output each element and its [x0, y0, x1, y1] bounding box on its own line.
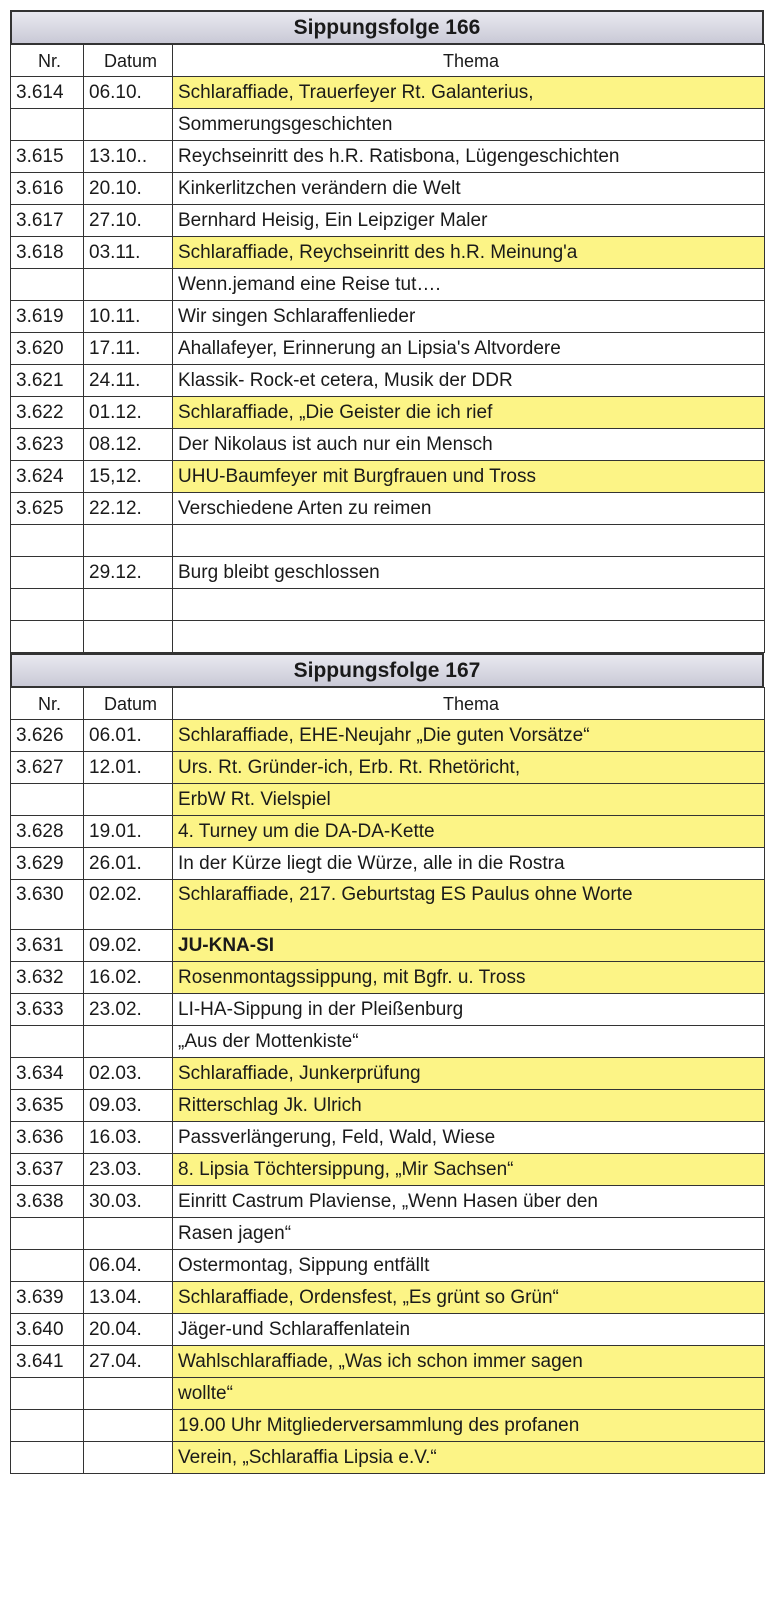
datum-cell: 06.10.	[84, 77, 173, 109]
thema-cell: Schlaraffiade, EHE-Neujahr „Die guten Vorsätze“	[173, 720, 765, 752]
thema-cell: Rosenmontagssippung, mit Bgfr. u. Tross	[173, 962, 765, 994]
datum-cell: 27.04.	[84, 1346, 173, 1378]
thema-cell: JU-KNA-SI	[173, 930, 765, 962]
datum-cell	[84, 784, 173, 816]
table-row	[11, 1346, 765, 1378]
datum-cell: 15,12.	[84, 461, 173, 493]
thema-cell: 4. Turney um die DA-DA-Kette	[173, 816, 765, 848]
schedule-table	[10, 44, 765, 653]
datum-cell	[84, 1410, 173, 1442]
datum-cell: 29.12.	[84, 557, 173, 589]
nr-cell: 3.615	[11, 141, 84, 173]
thema-cell: Burg bleibt geschlossen	[173, 557, 765, 589]
nr-cell: 3.637	[11, 1154, 84, 1186]
thema-cell: Ostermontag, Sippung entfällt	[173, 1250, 765, 1282]
table-row	[11, 1090, 765, 1122]
thema-cell: UHU-Baumfeyer mit Burgfrauen und Tross	[173, 461, 765, 493]
datum-cell: 24.11.	[84, 365, 173, 397]
table-row	[11, 141, 765, 173]
datum-cell: 23.03.	[84, 1154, 173, 1186]
table-row	[11, 994, 765, 1026]
nr-cell	[11, 1410, 84, 1442]
table-row	[11, 962, 765, 994]
thema-cell: Sommerungsgeschichten	[173, 109, 765, 141]
nr-cell: 3.623	[11, 429, 84, 461]
table-row	[11, 1154, 765, 1186]
nr-cell: 3.631	[11, 930, 84, 962]
datum-cell: 03.11.	[84, 237, 173, 269]
nr-cell: 3.638	[11, 1186, 84, 1218]
datum-cell: 16.03.	[84, 1122, 173, 1154]
thema-cell: Jäger-und Schlaraffenlatein	[173, 1314, 765, 1346]
thema-cell: Ahallafeyer, Erinnerung an Lipsia's Altvordere	[173, 333, 765, 365]
table-row	[11, 848, 765, 880]
nr-cell: 3.620	[11, 333, 84, 365]
nr-cell: 3.614	[11, 77, 84, 109]
table-row	[11, 1378, 765, 1410]
nr-cell: 3.630	[11, 880, 84, 930]
table-row	[11, 752, 765, 784]
nr-cell	[11, 621, 84, 653]
datum-cell: 23.02.	[84, 994, 173, 1026]
table-row	[11, 589, 765, 621]
table-row	[11, 1186, 765, 1218]
datum-cell: 06.01.	[84, 720, 173, 752]
thema-cell: Passverlängerung, Feld, Wald, Wiese	[173, 1122, 765, 1154]
datum-cell: 20.04.	[84, 1314, 173, 1346]
table-row	[11, 77, 765, 109]
datum-cell	[84, 525, 173, 557]
nr-cell: 3.635	[11, 1090, 84, 1122]
table-row	[11, 237, 765, 269]
table-row	[11, 1282, 765, 1314]
thema-cell: Einritt Castrum Plaviense, „Wenn Hasen über den	[173, 1186, 765, 1218]
thema-cell: Der Nikolaus ist auch nur ein Mensch	[173, 429, 765, 461]
thema-cell: Klassik- Rock-et cetera, Musik der DDR	[173, 365, 765, 397]
datum-cell	[84, 1026, 173, 1058]
table-row	[11, 1250, 765, 1282]
thema-cell: „Aus der Mottenkiste“	[173, 1026, 765, 1058]
table-row	[11, 205, 765, 237]
datum-cell	[84, 1378, 173, 1410]
table-row	[11, 1442, 765, 1474]
datum-cell	[84, 1218, 173, 1250]
datum-cell: 16.02.	[84, 962, 173, 994]
nr-cell: 3.640	[11, 1314, 84, 1346]
nr-cell: 3.617	[11, 205, 84, 237]
datum-cell	[84, 1442, 173, 1474]
table-row	[11, 621, 765, 653]
nr-cell	[11, 1218, 84, 1250]
datum-cell: 09.03.	[84, 1090, 173, 1122]
thema-cell: Rasen jagen“	[173, 1218, 765, 1250]
table-row	[11, 816, 765, 848]
nr-cell	[11, 1026, 84, 1058]
nr-cell	[11, 109, 84, 141]
thema-cell: Kinkerlitzchen verändern die Welt	[173, 173, 765, 205]
datum-cell: 08.12.	[84, 429, 173, 461]
table-row	[11, 333, 765, 365]
thema-cell: Verschiedene Arten zu reimen	[173, 493, 765, 525]
nr-cell: 3.639	[11, 1282, 84, 1314]
table-row	[11, 525, 765, 557]
nr-cell	[11, 1250, 84, 1282]
thema-cell: ErbW Rt. Vielspiel	[173, 784, 765, 816]
thema-header: Thema	[173, 688, 765, 720]
datum-cell: 02.02.	[84, 880, 173, 930]
table-row	[11, 1026, 765, 1058]
table-row	[11, 301, 765, 333]
nr-cell	[11, 784, 84, 816]
thema-cell: Verein, „Schlaraffia Lipsia e.V.“	[173, 1442, 765, 1474]
thema-cell: Schlaraffiade, „Die Geister die ich rief	[173, 397, 765, 429]
datum-cell	[84, 589, 173, 621]
thema-cell	[173, 525, 765, 557]
datum-cell: 13.10..	[84, 141, 173, 173]
table-row	[11, 493, 765, 525]
datum-cell	[84, 269, 173, 301]
nr-cell	[11, 269, 84, 301]
nr-cell: 3.622	[11, 397, 84, 429]
nr-cell: 3.621	[11, 365, 84, 397]
thema-cell: Reychseinritt des h.R. Ratisbona, Lügengeschichten	[173, 141, 765, 173]
nr-cell	[11, 1442, 84, 1474]
nr-cell: 3.626	[11, 720, 84, 752]
datum-header: Datum	[84, 688, 173, 720]
datum-cell: 06.04.	[84, 1250, 173, 1282]
header-row	[11, 45, 765, 77]
nr-cell: 3.634	[11, 1058, 84, 1090]
table-row	[11, 269, 765, 301]
datum-cell: 01.12.	[84, 397, 173, 429]
nr-cell: 3.632	[11, 962, 84, 994]
table-row	[11, 720, 765, 752]
table-row	[11, 1314, 765, 1346]
nr-header: Nr.	[11, 45, 84, 77]
nr-cell: 3.627	[11, 752, 84, 784]
thema-cell: Bernhard Heisig, Ein Leipziger Maler	[173, 205, 765, 237]
header-row	[11, 688, 765, 720]
schedule-table	[10, 687, 765, 1474]
table-row	[11, 461, 765, 493]
table-row	[11, 880, 765, 930]
table-row	[11, 784, 765, 816]
datum-cell: 20.10.	[84, 173, 173, 205]
datum-cell: 27.10.	[84, 205, 173, 237]
datum-header: Datum	[84, 45, 173, 77]
datum-cell: 10.11.	[84, 301, 173, 333]
thema-cell: Wahlschlaraffiade, „Was ich schon immer sagen	[173, 1346, 765, 1378]
nr-cell	[11, 525, 84, 557]
nr-header: Nr.	[11, 688, 84, 720]
nr-cell: 3.641	[11, 1346, 84, 1378]
datum-cell: 12.01.	[84, 752, 173, 784]
thema-cell	[173, 621, 765, 653]
table-row	[11, 397, 765, 429]
thema-cell: Schlaraffiade, Junkerprüfung	[173, 1058, 765, 1090]
nr-cell	[11, 589, 84, 621]
nr-cell	[11, 1378, 84, 1410]
thema-header: Thema	[173, 45, 765, 77]
table-row	[11, 930, 765, 962]
schedule-sheet	[10, 10, 764, 1474]
section-title: Sippungsfolge 166	[10, 10, 764, 44]
datum-cell: 02.03.	[84, 1058, 173, 1090]
table-row	[11, 1218, 765, 1250]
thema-cell: Schlaraffiade, Reychseinritt des h.R. Meinung'a	[173, 237, 765, 269]
thema-cell: Wir singen Schlaraffenlieder	[173, 301, 765, 333]
thema-cell: In der Kürze liegt die Würze, alle in die Rostra	[173, 848, 765, 880]
thema-cell: Schlaraffiade, Ordensfest, „Es grünt so Grün“	[173, 1282, 765, 1314]
thema-cell: Schlaraffiade, Trauerfeyer Rt. Galanterius,	[173, 77, 765, 109]
datum-cell: 19.01.	[84, 816, 173, 848]
table-row	[11, 365, 765, 397]
datum-cell: 30.03.	[84, 1186, 173, 1218]
thema-cell	[173, 589, 765, 621]
thema-cell: Wenn.jemand eine Reise tut….	[173, 269, 765, 301]
datum-cell	[84, 109, 173, 141]
thema-cell: Schlaraffiade, 217. Geburtstag ES Paulus ohne Worte	[173, 880, 765, 930]
datum-cell: 09.02.	[84, 930, 173, 962]
table-row	[11, 429, 765, 461]
datum-cell: 13.04.	[84, 1282, 173, 1314]
nr-cell: 3.616	[11, 173, 84, 205]
section-title: Sippungsfolge 167	[10, 653, 764, 687]
nr-cell	[11, 557, 84, 589]
nr-cell: 3.618	[11, 237, 84, 269]
table-row	[11, 1410, 765, 1442]
nr-cell: 3.633	[11, 994, 84, 1026]
nr-cell: 3.625	[11, 493, 84, 525]
table-row	[11, 1122, 765, 1154]
table-row	[11, 109, 765, 141]
nr-cell: 3.628	[11, 816, 84, 848]
thema-cell: Ritterschlag Jk. Ulrich	[173, 1090, 765, 1122]
thema-cell: wollte“	[173, 1378, 765, 1410]
thema-cell: 8. Lipsia Töchtersippung, „Mir Sachsen“	[173, 1154, 765, 1186]
datum-cell: 26.01.	[84, 848, 173, 880]
thema-cell: 19.00 Uhr Mitgliederversammlung des profanen	[173, 1410, 765, 1442]
datum-cell: 22.12.	[84, 493, 173, 525]
thema-cell: Urs. Rt. Gründer-ich, Erb. Rt. Rhetöricht,	[173, 752, 765, 784]
table-row	[11, 1058, 765, 1090]
nr-cell: 3.636	[11, 1122, 84, 1154]
datum-cell	[84, 621, 173, 653]
nr-cell: 3.629	[11, 848, 84, 880]
nr-cell: 3.624	[11, 461, 84, 493]
datum-cell: 17.11.	[84, 333, 173, 365]
nr-cell: 3.619	[11, 301, 84, 333]
thema-cell: LI-HA-Sippung in der Pleißenburg	[173, 994, 765, 1026]
table-row	[11, 557, 765, 589]
table-row	[11, 173, 765, 205]
